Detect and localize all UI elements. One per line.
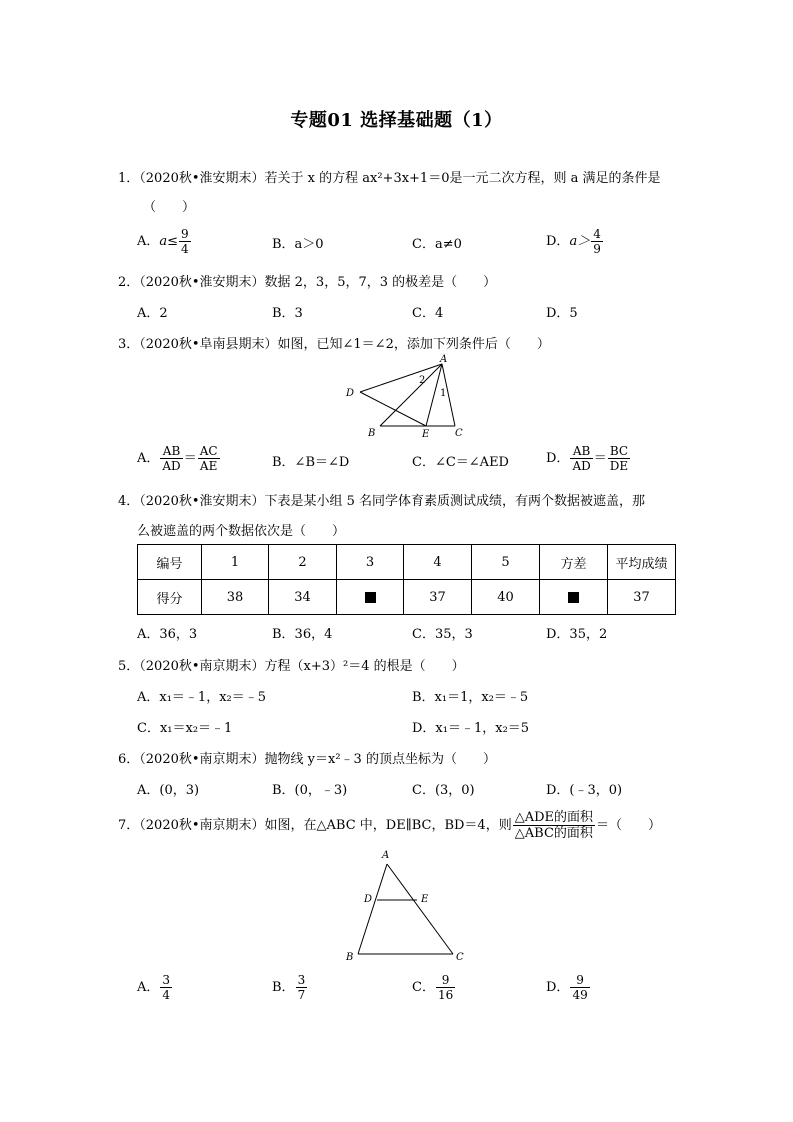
fraction: $\frac{3}{7}$ bbox=[297, 973, 306, 1002]
fraction: $\frac{AB}{AD}$ bbox=[162, 444, 181, 473]
question-7-option-b[interactable] bbox=[272, 973, 308, 1002]
stem-tail: ＝（ ） bbox=[596, 818, 662, 833]
question-5-option-d[interactable]: D．x₁＝﹣1，x₂＝5 bbox=[412, 721, 530, 736]
question-1-option-d[interactable] bbox=[546, 227, 604, 256]
fraction: $\frac{4}{9}$ bbox=[593, 227, 601, 256]
page-title: 专题01 选择基础题（1） bbox=[290, 110, 503, 131]
question-1-option-c[interactable]: C．a≠0 bbox=[412, 237, 462, 252]
label-b: B bbox=[368, 428, 376, 439]
label-a: A bbox=[440, 354, 448, 365]
question-7-option-c[interactable] bbox=[412, 973, 456, 1002]
masked-value bbox=[365, 592, 376, 603]
question-6-option-d[interactable]: D．(﹣3，0) bbox=[546, 783, 623, 798]
angle-1-label: 1 bbox=[440, 388, 447, 399]
question-6-option-c[interactable]: C．(3，0) bbox=[412, 783, 475, 798]
table-cell: 38 bbox=[202, 580, 269, 615]
fraction: $\frac{3}{4}$ bbox=[162, 973, 171, 1002]
question-2-stem: 2．（2020秋•淮安期末）数据 2，3，5，7，3 的极差是（ ） bbox=[118, 275, 497, 290]
question-5-stem: 5．（2020秋•南京期末）方程（x+3）²＝4 的根是（ ） bbox=[118, 659, 465, 674]
question-5-option-a[interactable]: A．x₁＝﹣1，x₂＝﹣5 bbox=[137, 690, 267, 705]
option-label: A． bbox=[137, 980, 160, 995]
equals-sign: ＝ bbox=[183, 451, 197, 466]
label-e: E bbox=[422, 429, 430, 440]
masked-value bbox=[568, 592, 579, 603]
label-d: D bbox=[364, 894, 373, 905]
angle-2-label: 2 bbox=[419, 375, 426, 386]
table-cell: 1 bbox=[202, 545, 269, 580]
fraction: $\frac{9}{16}$ bbox=[437, 973, 454, 1002]
table-row bbox=[138, 580, 676, 615]
table-cell: 3 bbox=[337, 545, 404, 580]
question-3-option-d[interactable] bbox=[546, 444, 631, 473]
label-c: C bbox=[455, 428, 463, 439]
segment-ad bbox=[360, 364, 442, 392]
question-6-option-a[interactable]: A．(0，3) bbox=[137, 783, 200, 798]
stem-text: 7．（2020秋•南京期末）如图，在△ABC 中，DE∥BC，BD＝4，则 bbox=[118, 818, 512, 833]
question-4-option-c[interactable]: C．35，3 bbox=[412, 627, 473, 642]
question-7-option-d[interactable] bbox=[546, 973, 591, 1002]
question-5-option-c[interactable]: C．x₁＝x₂＝﹣1 bbox=[137, 721, 233, 736]
table-cell bbox=[540, 580, 608, 615]
question-1-option-b[interactable]: B．a＞0 bbox=[272, 237, 324, 252]
score-table bbox=[137, 544, 676, 615]
fraction: $\frac{9}{4}$ bbox=[181, 227, 189, 256]
question-3-stem: 3．（2020秋•阜南县期末）如图，已知∠1＝∠2，添加下列条件后（ ） bbox=[118, 337, 550, 352]
question-6-stem: 6．（2020秋•南京期末）抛物线 y＝x²﹣3 的顶点坐标为（ ） bbox=[118, 752, 496, 767]
equals-sign: ＝ bbox=[593, 451, 607, 466]
option-label: B． bbox=[272, 980, 295, 995]
fraction: $\frac{9}{49}$ bbox=[572, 973, 588, 1002]
option-label: A． bbox=[137, 234, 160, 249]
table-cell: 40 bbox=[472, 580, 540, 615]
question-6-option-b[interactable]: B．(0，﹣3) bbox=[272, 783, 348, 798]
question-2-option-d[interactable]: D．5 bbox=[546, 306, 578, 321]
table-header-row bbox=[138, 545, 676, 580]
question-2-option-a[interactable]: A．2 bbox=[137, 306, 168, 321]
table-cell bbox=[337, 580, 404, 615]
fraction: $\frac{BC}{DE}$ bbox=[609, 444, 629, 473]
segment-ab bbox=[358, 864, 387, 954]
area-ratio-fraction: $\frac{\text{△ADE的面积}}{\text{△ABC的面积}}$ bbox=[514, 810, 594, 841]
question-4-stem-line1: 4．（2020秋•淮安期末）下表是某小组 5 名同学体育素质测试成绩，有两个数据被遮盖，那 bbox=[118, 494, 646, 509]
fraction: $\frac{AB}{AD}$ bbox=[572, 444, 591, 473]
option-label: D． bbox=[546, 234, 570, 249]
label-c: C bbox=[456, 952, 464, 963]
table-cell: 37 bbox=[404, 580, 472, 615]
question-2-option-c[interactable]: C．4 bbox=[412, 306, 444, 321]
question-4-stem-line2: 么被遮盖的两个数据依次是（ ） bbox=[137, 524, 346, 539]
option-label: A． bbox=[137, 451, 160, 466]
option-label: D． bbox=[546, 980, 570, 995]
option-expr: a＞ bbox=[569, 234, 591, 249]
table-cell: 得分 bbox=[138, 580, 202, 615]
fraction: $\frac{AC}{AE}$ bbox=[199, 444, 218, 473]
label-d: D bbox=[346, 388, 355, 399]
label-a: A bbox=[382, 850, 390, 861]
question-7-option-a[interactable] bbox=[137, 973, 173, 1002]
question-4-option-d[interactable]: D．35，2 bbox=[546, 627, 608, 642]
table-cell: 编号 bbox=[138, 545, 202, 580]
question-4-option-a[interactable]: A．36，3 bbox=[137, 627, 198, 642]
question-7-stem bbox=[118, 810, 661, 841]
question-3-option-a[interactable] bbox=[137, 444, 221, 473]
question-2-option-b[interactable]: B．3 bbox=[272, 306, 303, 321]
option-label: C． bbox=[412, 980, 435, 995]
segment-ac bbox=[387, 864, 453, 954]
question-3-figure bbox=[340, 352, 475, 444]
label-b: B bbox=[346, 952, 354, 963]
table-cell: 4 bbox=[404, 545, 472, 580]
table-cell: 方差 bbox=[540, 545, 608, 580]
table-cell: 2 bbox=[269, 545, 337, 580]
question-1-stem: 1．（2020秋•淮安期末）若关于 x 的方程 ax²+3x+1＝0是一元二次方程，则 a 满足的条件是 bbox=[118, 171, 661, 186]
question-1-blank: （ ） bbox=[143, 200, 196, 215]
label-e: E bbox=[421, 894, 429, 905]
option-expr: a≤ bbox=[159, 234, 179, 249]
question-7-figure bbox=[340, 846, 470, 966]
question-1-option-a[interactable] bbox=[137, 227, 192, 256]
option-label: D． bbox=[546, 451, 570, 466]
segment-ab bbox=[380, 364, 442, 426]
question-4-option-b[interactable]: B．36，4 bbox=[272, 627, 333, 642]
question-3-option-b[interactable]: B．∠B＝∠D bbox=[272, 455, 350, 470]
table-cell: 34 bbox=[269, 580, 337, 615]
question-5-option-b[interactable]: B．x₁＝1，x₂＝﹣5 bbox=[412, 690, 529, 705]
table-cell: 37 bbox=[608, 580, 676, 615]
segment-de bbox=[360, 392, 426, 426]
question-3-option-c[interactable]: C．∠C＝∠AED bbox=[412, 455, 509, 470]
table-cell: 5 bbox=[472, 545, 540, 580]
table-cell: 平均成绩 bbox=[608, 545, 676, 580]
